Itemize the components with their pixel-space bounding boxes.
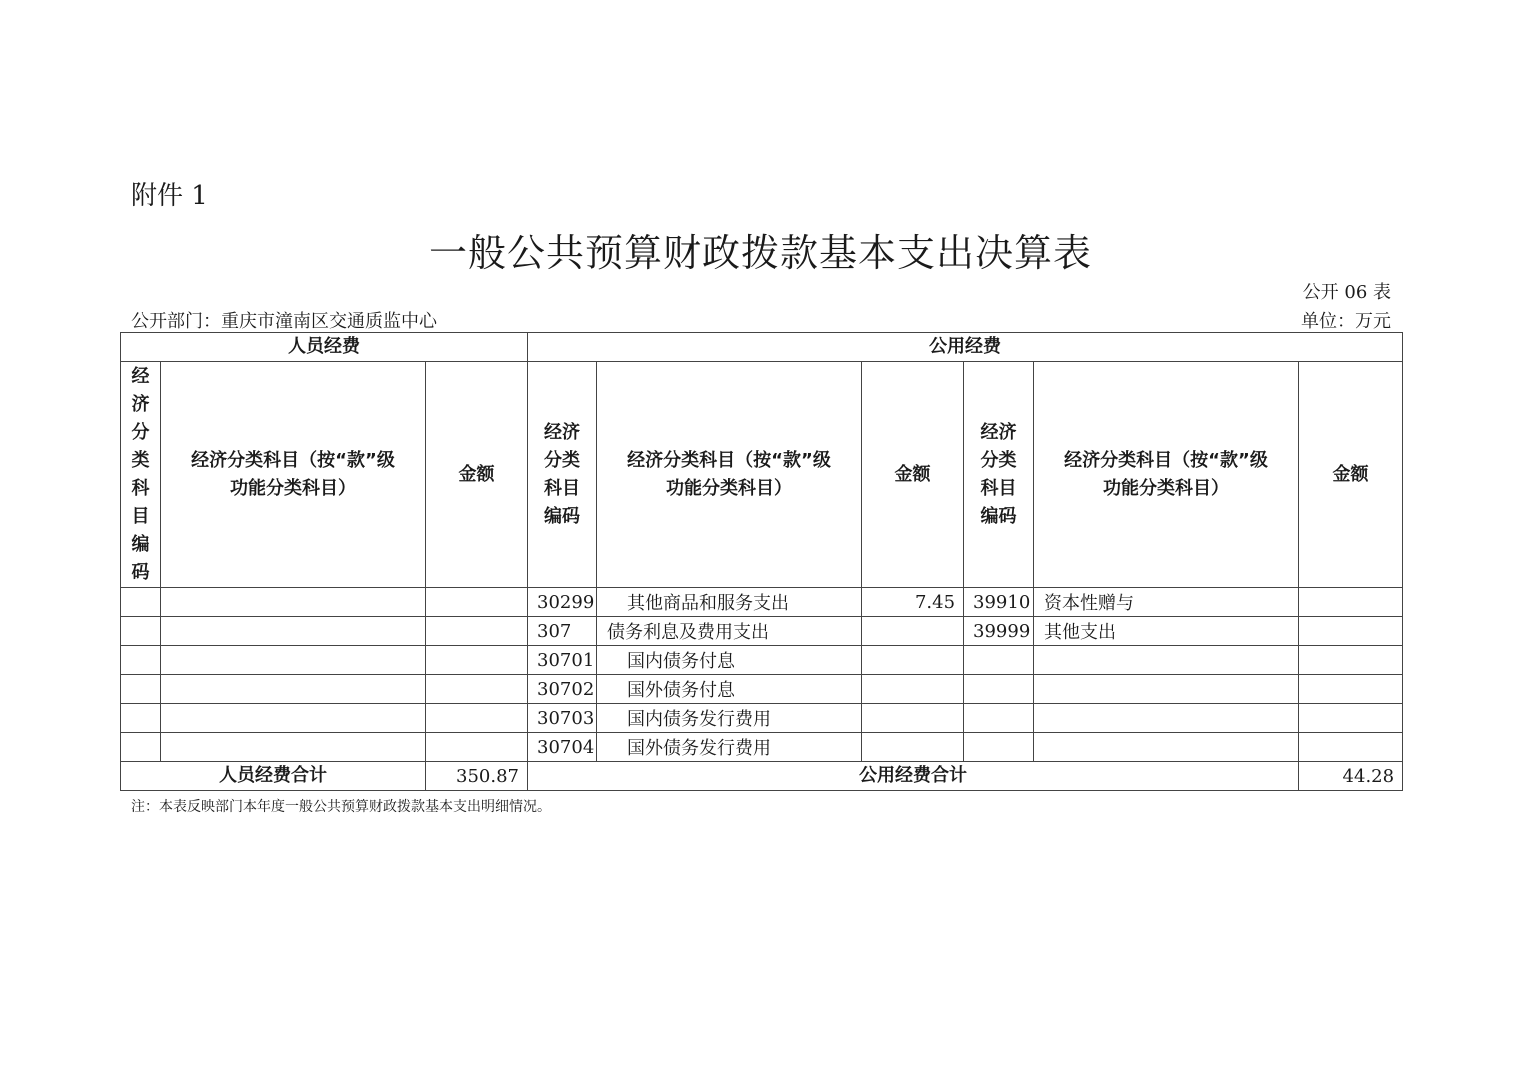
public-total-value: 44.28: [1299, 762, 1403, 791]
expenditure-table: [120, 332, 1403, 791]
attachment-label: 附件 1: [131, 181, 208, 211]
personnel-total-label: 人员经费合计: [121, 762, 426, 791]
header-public: 公用经费: [528, 333, 1403, 362]
table-row: 30702 国外债务付息: [121, 675, 1403, 704]
header-subject-2: 经济分类科目（按“款”级 功能分类科目）: [597, 362, 862, 588]
header-amount-1: 金额: [426, 362, 528, 588]
header-code-1: 经 济 分 类 科 目 编 码: [121, 362, 161, 588]
header-amount-2: 金额: [862, 362, 964, 588]
header-subject-1: 经济分类科目（按“款”级 功能分类科目）: [161, 362, 426, 588]
personnel-total-value: 350.87: [426, 762, 528, 791]
public-total-label: 公用经费合计: [528, 762, 1299, 791]
header-subject-3: 经济分类科目（按“款”级 功能分类科目）: [1034, 362, 1299, 588]
table-row: 307 债务利息及费用支出 39999 其他支出: [121, 617, 1403, 646]
department-label: 公开部门：重庆市潼南区交通质监中心: [131, 311, 437, 332]
footnote: 注：本表反映部门本年度一般公共预算财政拨款基本支出明细情况。: [131, 799, 551, 815]
header-amount-3: 金额: [1299, 362, 1403, 588]
header-code-2: 经济 分类 科目 编码: [528, 362, 597, 588]
header-personnel: 人员经费: [121, 333, 528, 362]
table-number: 公开 06 表: [1302, 282, 1391, 303]
table-row: 30299 其他商品和服务支出 7.45 39910 资本性赠与: [121, 588, 1403, 617]
table-row: 30703 国内债务发行费用: [121, 704, 1403, 733]
header-code-3: 经济 分类 科目 编码: [964, 362, 1034, 588]
totals-row: [121, 762, 1403, 791]
unit-label: 单位：万元: [1301, 311, 1391, 332]
table-row: 30701 国内债务付息: [121, 646, 1403, 675]
table-row: 30704 国外债务发行费用: [121, 733, 1403, 762]
page-title: 一般公共预算财政拨款基本支出决算表: [428, 231, 1092, 275]
